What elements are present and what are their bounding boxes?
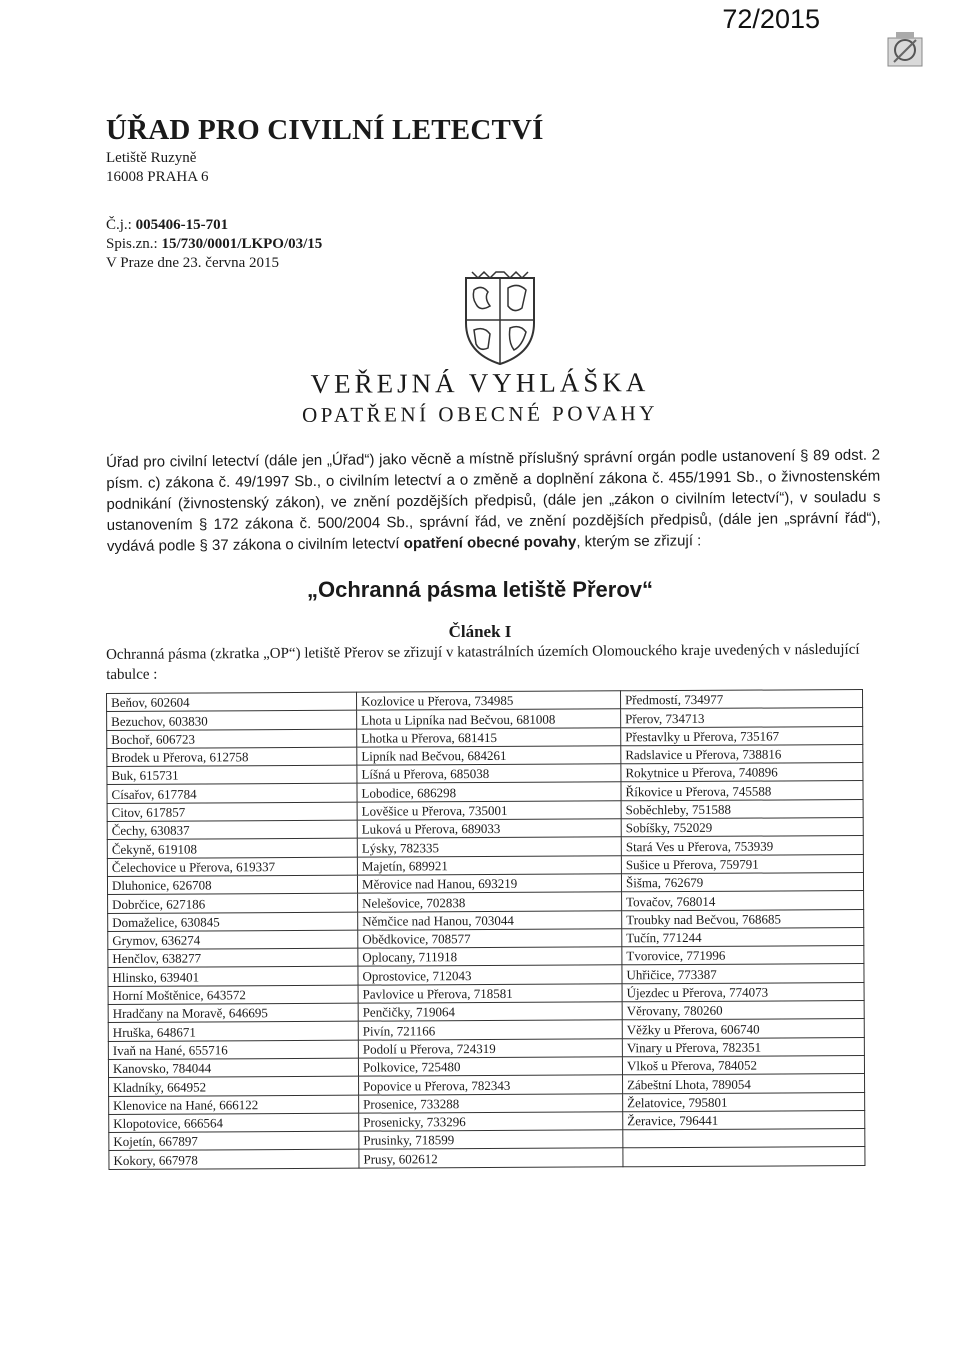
territory-cell: Dluhonice, 626708 [107, 875, 357, 895]
spis-reference [106, 235, 322, 254]
article-title: Článek I [448, 622, 512, 641]
territory-cell: Obědkovice, 708577 [358, 929, 622, 949]
territory-cell: Prosenicky, 733296 [359, 1112, 623, 1132]
office-title: ÚŘAD PRO CIVILNÍ LETECTVÍ [106, 114, 544, 146]
territory-cell: Hlinsko, 639401 [108, 967, 358, 987]
territory-cell: Zábeštní Lhota, 789054 [623, 1074, 865, 1094]
territory-cell: Prosenice, 733288 [359, 1093, 623, 1113]
territory-cell: Přerov, 734713 [621, 708, 863, 728]
territory-cell: Buk, 615731 [107, 765, 357, 785]
territory-cell: Rokytnice u Přerova, 740896 [621, 763, 863, 783]
territory-cell: Hruška, 648671 [108, 1022, 358, 1042]
territory-cell: Uhřičice, 773387 [622, 964, 864, 984]
territory-cell: Pivín, 721166 [358, 1020, 622, 1040]
territory-cell: Němčice nad Hanou, 703044 [358, 910, 622, 930]
territory-cell: Bochoř, 606723 [107, 729, 357, 749]
section-title: „Ochranná pásma letiště Přerov“ [306, 577, 654, 602]
intro-paragraph: Ochranná pásma (zkratka „OP“) letiště Přerov se zřizují v katastrálních územích Olomouckého kraje uvedených v následující tabulce : [106, 641, 860, 683]
territories-table-body [107, 690, 865, 1170]
territory-cell: Císařov, 617784 [107, 784, 357, 804]
notice-subtitle: OPATŘENÍ OBECNÉ POVAHY [301, 401, 658, 427]
territory-cell: Kozlovice u Přerova, 734985 [356, 691, 620, 711]
territory-cell: Lipník nad Bečvou, 684261 [357, 746, 621, 766]
territory-cell: Horní Moštěnice, 643572 [108, 985, 358, 1005]
territory-cell: Hradčany na Moravě, 646695 [108, 1003, 358, 1023]
territory-cell: Podolí u Přerova, 724319 [358, 1038, 622, 1058]
territory-cell: Lhotka u Přerova, 681415 [357, 727, 621, 747]
territory-cell: Kokory, 667978 [109, 1150, 359, 1170]
territory-cell: Kladníky, 664952 [109, 1076, 359, 1096]
territory-cell: Lobodice, 686298 [357, 782, 621, 802]
territory-cell: Penčičky, 719064 [358, 1002, 622, 1022]
territory-cell: Tučín, 771244 [622, 927, 864, 947]
territory-cell: Klenovice na Hané, 666122 [109, 1095, 359, 1115]
preamble-paragraph [106, 445, 881, 557]
reference-block [106, 216, 322, 273]
territory-cell: Šišma, 762679 [621, 873, 863, 893]
territory-cell: Oplocany, 711918 [358, 947, 622, 967]
territory-cell: Dobrčice, 627186 [108, 893, 358, 913]
territory-cell: Grymov, 636274 [108, 930, 358, 950]
territory-cell: Henčlov, 638277 [108, 948, 358, 968]
territory-cell: Říkovice u Přerova, 745588 [621, 781, 863, 801]
territory-cell: Prusy, 602612 [359, 1148, 623, 1168]
territory-cell: Vinary u Přerova, 782351 [622, 1037, 864, 1057]
territory-cell: Domaželice, 630845 [108, 912, 358, 932]
preamble-text-1: Úřad pro civilní letectví (dále jen „Úřad“) jako věcně a místně příslušný správní orgán podle ustanovení § 89 odst. 2 písm. c) zákona č. 49/1997 Sb., o civilním letectví a o změně a doplnění zákona č. 455/1991 Sb., o živnostenském podnikání (živnostenský zákon), ve znění pozdějších předpisů, (dále jen „zákon o civilním letectví“), v souladu s ustanovením § 172 zákona č. 500/2004 Sb., správní řád, ve znění pozdějších předpisů, (dále jen „správní řád“), vydává podle § 37 zákona o civilním letectví [106, 446, 881, 555]
territory-cell: Újezdec u Přerova, 774073 [622, 982, 864, 1002]
territory-cell: Čechy, 630837 [107, 820, 357, 840]
territory-cell: Přestavlky u Přerova, 735167 [621, 726, 863, 746]
address-line-2: 16008 PRAHA 6 [106, 169, 209, 185]
territories-table-wrap [106, 689, 864, 1170]
territory-cell: Kojetín, 667897 [109, 1131, 359, 1151]
territory-cell: Tovačov, 768014 [622, 891, 864, 911]
territory-cell: Ivaň na Hané, 655716 [108, 1040, 358, 1060]
territory-cell: Brodek u Přerova, 612758 [107, 747, 357, 767]
territories-table [106, 689, 865, 1170]
cj-label: Č.j.: [106, 217, 136, 233]
territory-cell: Kanovsko, 784044 [108, 1058, 358, 1078]
territory-cell: Popovice u Přerova, 782343 [359, 1075, 623, 1095]
territory-cell: Majetín, 689921 [357, 855, 621, 875]
territory-cell: Prusinky, 718599 [359, 1130, 623, 1150]
territory-cell: Předmostí, 734977 [620, 690, 862, 710]
territory-cell: Měrovice nad Hanou, 693219 [357, 874, 621, 894]
cj-reference [106, 216, 322, 235]
territory-cell: Nelešovice, 702838 [358, 892, 622, 912]
table-row [109, 1147, 865, 1169]
territory-cell: Oprostovice, 712043 [358, 965, 622, 985]
territory-cell: Beňov, 602604 [107, 692, 357, 712]
notice-title: VEŘEJNÁ VYHLÁŠKA [310, 367, 650, 399]
document-number: 72/2015 [722, 4, 820, 34]
preamble-bold: opatření obecné povahy [403, 533, 577, 553]
scan-stamp-icon [880, 28, 930, 70]
spis-value: 15/730/0001/LKPO/03/15 [161, 236, 323, 252]
territory-cell: Pavlovice u Přerova, 718581 [358, 984, 622, 1004]
territory-cell: Líšná u Přerova, 685038 [357, 764, 621, 784]
territory-cell: Troubky nad Bečvou, 768685 [622, 909, 864, 929]
territory-cell: Citov, 617857 [107, 802, 357, 822]
territory-cell: Lhota u Lipníka nad Bečvou, 681008 [357, 709, 621, 729]
territory-cell: Polkovice, 725480 [358, 1057, 622, 1077]
territory-cell: Želatovice, 795801 [623, 1092, 865, 1112]
address-line-1: Letiště Ruzyně [106, 150, 197, 166]
territory-cell: Věrovany, 780260 [622, 1001, 864, 1021]
territory-cell: Čekyně, 619108 [107, 839, 357, 859]
issue-date: V Praze dne 23. června 2015 [106, 255, 279, 271]
territory-cell [623, 1147, 865, 1167]
territory-cell: Žeravice, 796441 [623, 1110, 865, 1130]
territory-cell: Sobíšky, 752029 [621, 818, 863, 838]
territory-cell: Tvorovice, 771996 [622, 946, 864, 966]
territory-cell: Luková u Přerova, 689033 [357, 819, 621, 839]
preamble-text-2: , kterým se zřizují : [576, 532, 702, 551]
cj-value: 005406-15-701 [135, 217, 229, 233]
territory-cell: Stará Ves u Přerova, 753939 [621, 836, 863, 856]
territory-cell: Bezuchov, 603830 [107, 710, 357, 730]
territory-cell: Radslavice u Přerova, 738816 [621, 744, 863, 764]
territory-cell: Sušice u Přerova, 759791 [621, 854, 863, 874]
office-header [106, 114, 544, 187]
territory-cell: Věžky u Přerova, 606740 [622, 1019, 864, 1039]
territory-cell [623, 1129, 865, 1149]
territory-cell: Klopotovice, 666564 [109, 1113, 359, 1133]
spis-label: Spis.zn.: [106, 236, 162, 252]
territory-cell: Soběchleby, 751588 [621, 799, 863, 819]
territory-cell: Lověšice u Přerova, 735001 [357, 801, 621, 821]
territory-cell: Čelechovice u Přerova, 619337 [107, 857, 357, 877]
territory-cell: Vlkoš u Přerova, 784052 [622, 1055, 864, 1075]
territory-cell: Lýsky, 782335 [357, 837, 621, 857]
coat-of-arms-icon [458, 268, 542, 368]
